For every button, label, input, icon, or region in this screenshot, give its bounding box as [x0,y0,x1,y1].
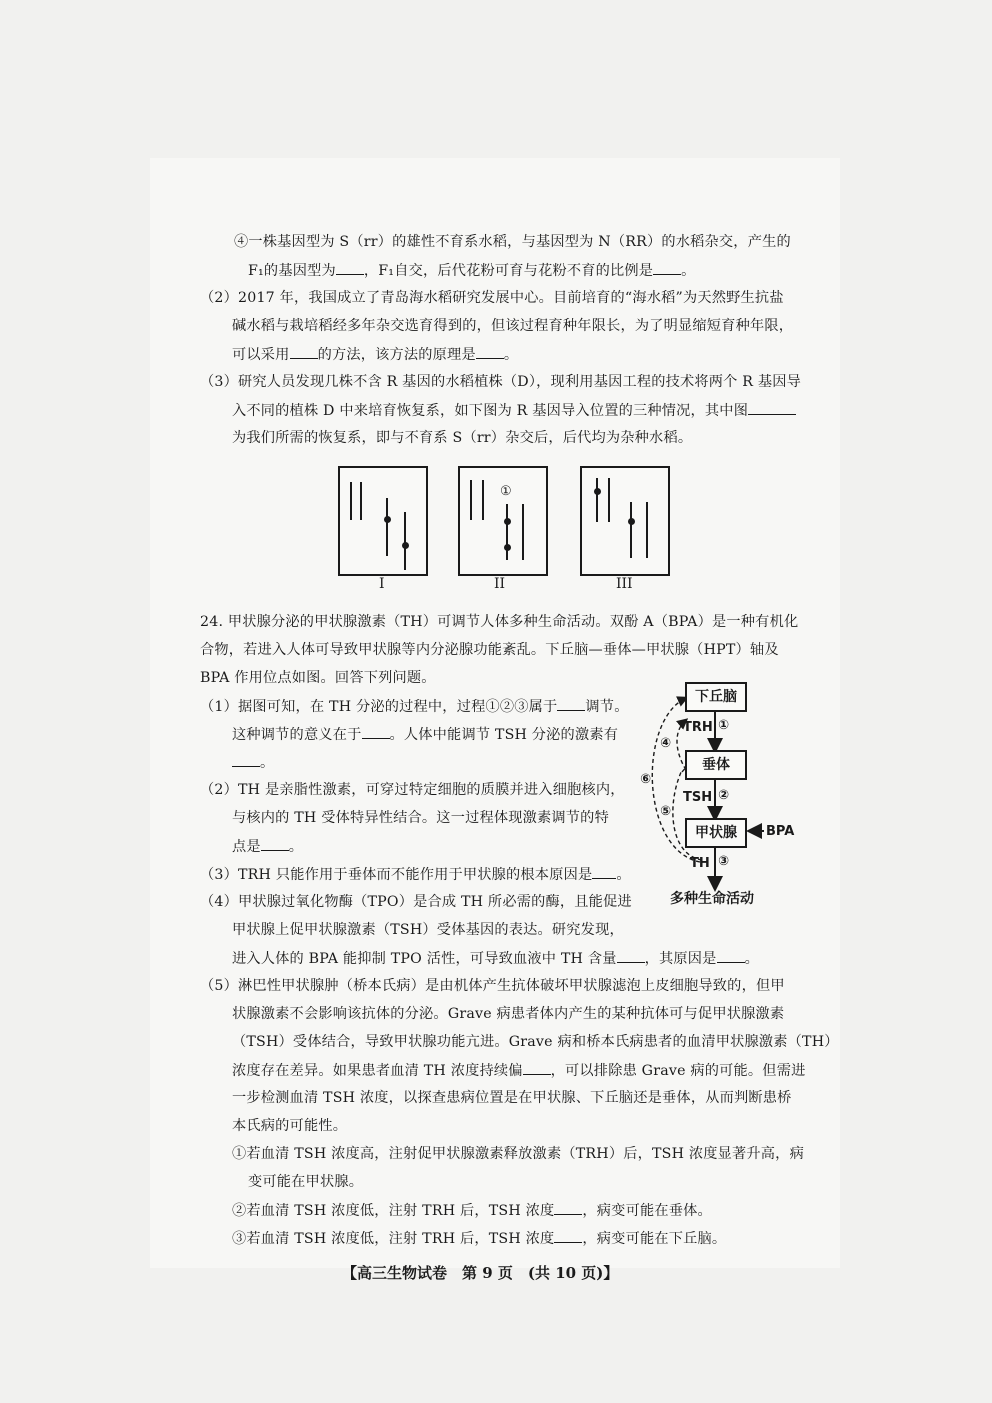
text-line: 为我们所需的恢复系，即与不育系 S（rr）杂交后，后代均为杂种水稻。 [232,430,693,446]
answer-blank[interactable] [290,344,318,359]
text-line [200,696,629,717]
chromosome [522,504,524,560]
r-gene-dot [402,542,409,549]
circled-number: ① [500,484,512,499]
text-line: 一步检测血清 TSH 浓度，以探查患病位置是在甲状腺、下丘脑还是垂体，从而判断患桥 [232,1090,792,1106]
text-line [200,864,631,885]
r-gene-dot [504,544,511,551]
text-fragment: ，病变可能在下丘脑。 [582,1231,727,1247]
text-fragment: ③若血清 TSH 浓度低，注射 TRH 后，TSH 浓度 [232,1231,555,1247]
answer-blank[interactable] [617,948,645,963]
text-fragment: ，病变可能在垂体。 [582,1203,712,1219]
text-line [232,752,274,773]
text-fragment: 浓度存在差异。如果患者血清 TH 浓度持续偏 [232,1063,523,1079]
text-line: （TSH）受体结合，导致甲状腺功能亢进。Grave 病和桥本氏病患者的血清甲状腺激素（TH） [232,1034,839,1050]
text-line: ①若血清 TSH 浓度高，注射促甲状腺激素释放激素（TRH）后，TSH 浓度显著升高，病 [232,1146,804,1162]
hypothalamus-box: 下丘脑 [685,682,747,712]
text-line: 本氏病的可能性。 [232,1118,348,1134]
text-fragment: 这种调节的意义在于 [232,727,362,743]
chromosome [482,480,484,520]
text-fragment: ，F₁自交，后代花粉可育与花粉不育的比例是 [363,263,654,279]
answer-blank[interactable] [554,1200,582,1215]
answer-blank[interactable] [476,344,504,359]
text-line: （3）研究人员发现几株不含 R 基因的水稻植株（D），现利用基因工程的技术将两个 R 基因导 [200,374,802,390]
answer-blank[interactable] [523,1060,551,1075]
process-4: ④ [660,736,672,751]
text-line [232,344,518,365]
thyroid-box: 甲状腺 [685,818,747,848]
text-fragment: 。 [260,755,275,771]
text-fragment: 入不同的植株 D 中来培育恢复系，如下图为 R 基因导入位置的三种情况，其中图 [232,403,749,419]
process-6: ⑥ [640,772,652,787]
answer-blank[interactable] [557,696,585,711]
text-fragment: 。 [288,839,304,855]
text-fragment: ，其原因是 [644,951,717,967]
text-fragment: ，可以排除患 Grave 病的可能。但需进 [550,1063,806,1079]
figure-label-3: III [616,576,633,592]
text-fragment: 进入人体的 BPA 能抑制 TPO 活性，可导致血液中 TH 含量 [232,951,617,967]
text-line: 甲状腺上促甲状腺激素（TSH）受体基因的表达。研究发现， [232,922,624,938]
answer-blank[interactable] [232,752,260,767]
text-line: ④一株基因型为 S（rr）的雄性不育系水稻，与基因型为 N（RR）的水稻杂交，产生的 [234,234,791,250]
figure-label-2: II [494,576,506,592]
text-fragment: （1）据图可知，在 TH 分泌的过程中，过程①②③属于 [200,699,558,715]
answer-blank[interactable] [362,724,390,739]
chromosome [646,502,648,558]
text-line [232,1228,726,1249]
text-fragment: 调节。 [585,699,629,715]
chromosome [386,498,388,556]
text-line [232,400,796,421]
text-fragment: （3）TRH 只能作用于垂体而不能作用于甲状腺的根本原因是 [200,867,593,883]
bpa-label: BPA [766,824,795,839]
chromosome [470,480,472,520]
text-fragment: 。 [744,951,759,967]
process-3: ③ [718,854,730,869]
text-line: 状腺激素不会影响该抗体的分泌。Grave 病患者体内产生的某种抗体可与促甲状腺激素 [232,1006,785,1022]
answer-blank[interactable] [554,1228,582,1243]
text-line: （2）2017 年，我国成立了青岛海水稻研究发展中心。目前培育的“海水稻”为天然野生抗盐 [200,290,784,306]
process-1: ① [718,718,730,733]
text-line: 与核内的 TH 受体特异性结合。这一过程体现激素调节的特 [232,810,609,826]
text-line [232,836,303,857]
text-fragment: 可以采用 [232,347,290,363]
tsh-label: TSH [683,790,713,805]
text-fragment: 。人体中能调节 TSH 分泌的激素有 [389,727,619,743]
text-fragment: 。 [681,263,696,279]
process-2: ② [718,788,730,803]
r-gene-dot [504,518,511,525]
text-line [232,948,759,969]
text-line: 合物，若进入人体可导致甲状腺等内分泌腺功能紊乱。下丘脑—垂体—甲状腺（HPT）轴及 [200,642,779,658]
text-line [232,724,618,745]
answer-blank[interactable] [717,948,745,963]
text-line: 24. 甲状腺分泌的甲状腺激素（TH）可调节人体多种生命活动。双酚 A（BPA）是一种有机化 [200,614,799,630]
r-gene-dot [594,488,601,495]
text-fragment: 。 [616,867,631,883]
answer-blank[interactable] [748,400,796,415]
figure-panel-1 [338,466,428,576]
figure-label-1: I [379,576,385,592]
text-line [232,1060,805,1081]
pituitary-box: 垂体 [685,750,747,780]
text-fragment: 点是 [232,839,261,855]
text-line [248,260,696,281]
th-label: TH [690,856,710,871]
r-gene-dot [628,518,635,525]
text-line: 变可能在甲状腺。 [248,1174,364,1190]
answer-blank[interactable] [336,260,364,275]
text-fragment: ②若血清 TSH 浓度低，注射 TRH 后，TSH 浓度 [232,1203,555,1219]
chromosome [630,502,632,558]
page-footer: 【高三生物试卷 第 9 页 (共 10 页)】 [342,1264,619,1282]
text-line: （4）甲状腺过氧化物酶（TPO）是合成 TH 所必需的酶，且能促进 [200,894,632,910]
answer-blank[interactable] [653,260,681,275]
chromosome [404,512,406,570]
chromosome [596,478,598,522]
text-line: BPA 作用位点如图。回答下列问题。 [200,670,436,686]
activity-label: 多种生命活动 [670,891,754,907]
text-line: 碱水稻与栽培稻经多年杂交选育得到的，但该过程育种年限长，为了明显缩短育种年限， [232,318,794,334]
hpt-arrows [630,680,800,910]
figure-panel-2 [458,466,548,576]
answer-blank[interactable] [261,836,289,851]
figure-panel-3 [580,466,670,576]
text-fragment: 的方法，该方法的原理是 [317,347,476,363]
text-line: （5）淋巴性甲状腺肿（桥本氏病）是由机体产生抗体破坏甲状腺滤泡上皮细胞导致的，但甲 [200,978,785,994]
r-gene-dot [384,516,391,523]
text-line [232,1200,712,1221]
process-5: ⑤ [660,804,672,819]
chromosome [608,478,610,522]
trh-label: TRH [683,720,713,735]
text-fragment: F₁的基因型为 [248,263,336,279]
chromosome [360,482,362,520]
text-fragment: 。 [503,347,519,363]
chromosome [506,504,508,560]
text-line: （2）TH 是亲脂性激素，可穿过特定细胞的质膜并进入细胞核内， [200,782,625,798]
chromosome [350,482,352,520]
answer-blank[interactable] [592,864,616,879]
